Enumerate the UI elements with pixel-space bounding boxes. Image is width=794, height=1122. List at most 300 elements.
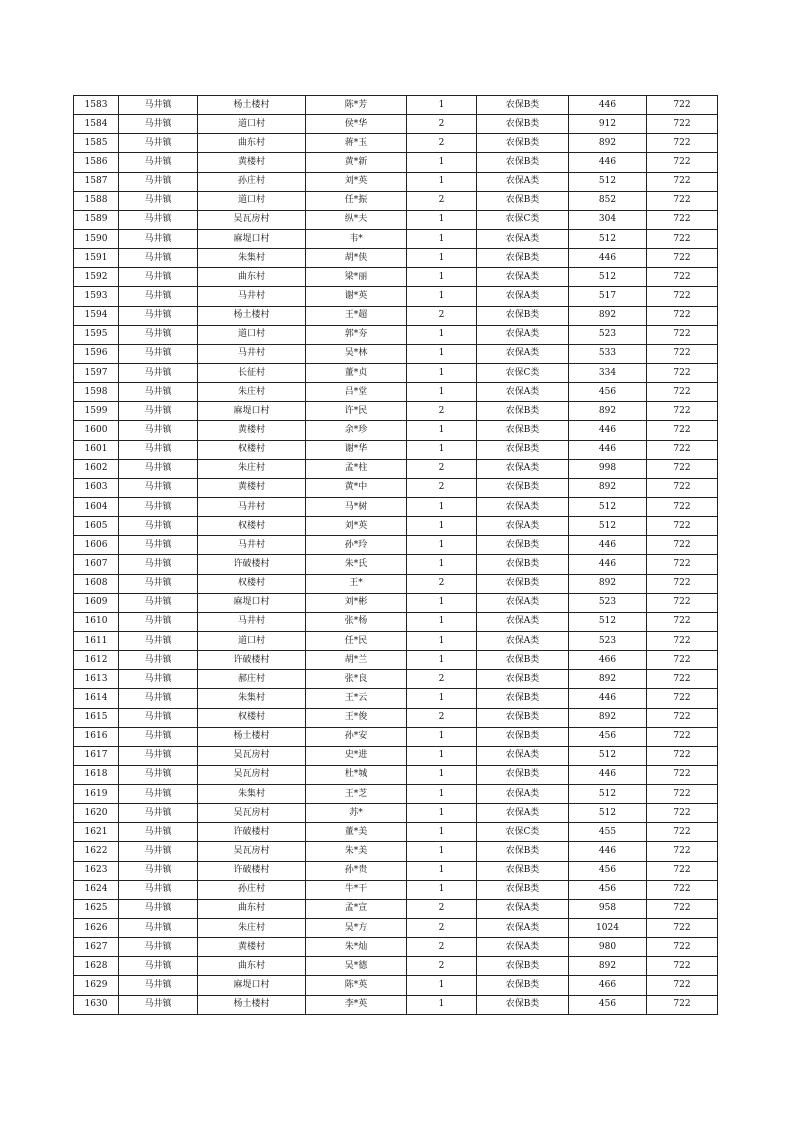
town-cell: 马井镇	[119, 497, 198, 516]
category-cell: 农保A类	[477, 593, 569, 612]
amount-cell: 304	[569, 210, 647, 229]
amount-cell: 466	[569, 976, 647, 995]
name-cell: 孟*宣	[306, 899, 407, 918]
count-cell: 2	[407, 919, 477, 938]
village-cell: 道口村	[198, 115, 306, 134]
village-cell: 权楼村	[198, 574, 306, 593]
table-row	[74, 919, 718, 938]
name-cell: 谢*华	[306, 440, 407, 459]
village-cell: 道口村	[198, 631, 306, 650]
amount-cell: 446	[569, 153, 647, 172]
count-cell: 2	[407, 478, 477, 497]
standard-cell: 722	[647, 880, 718, 899]
amount-cell: 446	[569, 765, 647, 784]
town-cell: 马井镇	[119, 210, 198, 229]
count-cell: 1	[407, 976, 477, 995]
village-cell: 许破楼村	[198, 823, 306, 842]
standard-cell: 722	[647, 957, 718, 976]
village-cell: 马井村	[198, 344, 306, 363]
town-cell: 马井镇	[119, 440, 198, 459]
name-cell: 刘*英	[306, 517, 407, 536]
standard-cell: 722	[647, 804, 718, 823]
table-row	[74, 880, 718, 899]
name-cell: 王*俊	[306, 708, 407, 727]
category-cell: 农保B类	[477, 96, 569, 115]
row-number: 1626	[74, 919, 119, 938]
count-cell: 1	[407, 804, 477, 823]
standard-cell: 722	[647, 995, 718, 1014]
table-row	[74, 708, 718, 727]
town-cell: 马井镇	[119, 96, 198, 115]
document-page	[73, 95, 717, 1015]
village-cell: 郝庄村	[198, 670, 306, 689]
count-cell: 1	[407, 229, 477, 248]
amount-cell: 892	[569, 670, 647, 689]
town-cell: 马井镇	[119, 268, 198, 287]
name-cell: 吴*德	[306, 957, 407, 976]
village-cell: 黄楼村	[198, 938, 306, 957]
table-row	[74, 574, 718, 593]
row-number: 1590	[74, 229, 119, 248]
count-cell: 1	[407, 210, 477, 229]
category-cell: 农保B类	[477, 440, 569, 459]
name-cell: 谢*英	[306, 287, 407, 306]
count-cell: 1	[407, 536, 477, 555]
standard-cell: 722	[647, 574, 718, 593]
count-cell: 1	[407, 268, 477, 287]
table-row	[74, 383, 718, 402]
name-cell: 吕*堂	[306, 383, 407, 402]
name-cell: 朱*氏	[306, 555, 407, 574]
town-cell: 马井镇	[119, 363, 198, 382]
row-number: 1630	[74, 995, 119, 1014]
town-cell: 马井镇	[119, 689, 198, 708]
name-cell: 蒋*玉	[306, 134, 407, 153]
count-cell: 1	[407, 325, 477, 344]
standard-cell: 722	[647, 115, 718, 134]
amount-cell: 892	[569, 957, 647, 976]
category-cell: 农保A类	[477, 746, 569, 765]
amount-cell: 512	[569, 804, 647, 823]
amount-cell: 512	[569, 229, 647, 248]
table-row	[74, 344, 718, 363]
count-cell: 1	[407, 287, 477, 306]
name-cell: 董*美	[306, 823, 407, 842]
village-cell: 黄楼村	[198, 153, 306, 172]
category-cell: 农保A类	[477, 344, 569, 363]
village-cell: 曲东村	[198, 268, 306, 287]
village-cell: 道口村	[198, 191, 306, 210]
table-row	[74, 497, 718, 516]
town-cell: 马井镇	[119, 785, 198, 804]
name-cell: 梁*丽	[306, 268, 407, 287]
name-cell: 王*云	[306, 689, 407, 708]
row-number: 1595	[74, 325, 119, 344]
category-cell: 农保B类	[477, 306, 569, 325]
category-cell: 农保A类	[477, 938, 569, 957]
village-cell: 许破楼村	[198, 555, 306, 574]
town-cell: 马井镇	[119, 306, 198, 325]
table-row	[74, 689, 718, 708]
town-cell: 马井镇	[119, 536, 198, 555]
amount-cell: 446	[569, 555, 647, 574]
village-cell: 马井村	[198, 536, 306, 555]
name-cell: 杜*城	[306, 765, 407, 784]
table-row	[74, 363, 718, 382]
row-number: 1627	[74, 938, 119, 957]
name-cell: 孙*安	[306, 727, 407, 746]
category-cell: 农保B类	[477, 574, 569, 593]
table-row	[74, 229, 718, 248]
town-cell: 马井镇	[119, 287, 198, 306]
count-cell: 2	[407, 134, 477, 153]
name-cell: 李*英	[306, 995, 407, 1014]
category-cell: 农保B类	[477, 153, 569, 172]
village-cell: 麻堤口村	[198, 402, 306, 421]
standard-cell: 722	[647, 555, 718, 574]
standard-cell: 722	[647, 229, 718, 248]
village-cell: 杨土楼村	[198, 306, 306, 325]
table-row	[74, 899, 718, 918]
table-row	[74, 804, 718, 823]
town-cell: 马井镇	[119, 651, 198, 670]
table-row	[74, 651, 718, 670]
table-row	[74, 995, 718, 1014]
table-row	[74, 746, 718, 765]
table-row	[74, 440, 718, 459]
standard-cell: 722	[647, 670, 718, 689]
town-cell: 马井镇	[119, 402, 198, 421]
table-row	[74, 957, 718, 976]
village-cell: 朱集村	[198, 249, 306, 268]
name-cell: 陈*英	[306, 976, 407, 995]
town-cell: 马井镇	[119, 344, 198, 363]
row-number: 1593	[74, 287, 119, 306]
category-cell: 农保B类	[477, 555, 569, 574]
town-cell: 马井镇	[119, 842, 198, 861]
amount-cell: 892	[569, 402, 647, 421]
town-cell: 马井镇	[119, 899, 198, 918]
town-cell: 马井镇	[119, 555, 198, 574]
count-cell: 2	[407, 899, 477, 918]
name-cell: 任*振	[306, 191, 407, 210]
amount-cell: 456	[569, 383, 647, 402]
village-cell: 马井村	[198, 497, 306, 516]
standard-cell: 722	[647, 402, 718, 421]
amount-cell: 466	[569, 651, 647, 670]
table-row	[74, 670, 718, 689]
village-cell: 许破楼村	[198, 651, 306, 670]
standard-cell: 722	[647, 631, 718, 650]
row-number: 1616	[74, 727, 119, 746]
row-number: 1583	[74, 96, 119, 115]
row-number: 1609	[74, 593, 119, 612]
name-cell: 王*	[306, 574, 407, 593]
standard-cell: 722	[647, 459, 718, 478]
town-cell: 马井镇	[119, 938, 198, 957]
name-cell: 侯*华	[306, 115, 407, 134]
count-cell: 1	[407, 995, 477, 1014]
town-cell: 马井镇	[119, 574, 198, 593]
count-cell: 1	[407, 861, 477, 880]
count-cell: 1	[407, 651, 477, 670]
category-cell: 农保B类	[477, 249, 569, 268]
village-cell: 杨土楼村	[198, 995, 306, 1014]
name-cell: 朱*灿	[306, 938, 407, 957]
name-cell: 余*珍	[306, 421, 407, 440]
standard-cell: 722	[647, 383, 718, 402]
town-cell: 马井镇	[119, 115, 198, 134]
amount-cell: 512	[569, 517, 647, 536]
town-cell: 马井镇	[119, 631, 198, 650]
amount-cell: 892	[569, 478, 647, 497]
standard-cell: 722	[647, 785, 718, 804]
table-row	[74, 536, 718, 555]
name-cell: 孙*玲	[306, 536, 407, 555]
village-cell: 道口村	[198, 325, 306, 344]
standard-cell: 722	[647, 919, 718, 938]
row-number: 1617	[74, 746, 119, 765]
table-row	[74, 478, 718, 497]
table-row	[74, 210, 718, 229]
name-cell: 张*杨	[306, 612, 407, 631]
row-number: 1604	[74, 497, 119, 516]
amount-cell: 512	[569, 746, 647, 765]
count-cell: 1	[407, 363, 477, 382]
category-cell: 农保A类	[477, 287, 569, 306]
village-cell: 吴瓦房村	[198, 765, 306, 784]
town-cell: 马井镇	[119, 229, 198, 248]
row-number: 1623	[74, 861, 119, 880]
standard-cell: 722	[647, 727, 718, 746]
table-row	[74, 115, 718, 134]
town-cell: 马井镇	[119, 919, 198, 938]
amount-cell: 446	[569, 536, 647, 555]
amount-cell: 455	[569, 823, 647, 842]
count-cell: 1	[407, 765, 477, 784]
name-cell: 王*超	[306, 306, 407, 325]
standard-cell: 722	[647, 249, 718, 268]
amount-cell: 1024	[569, 919, 647, 938]
standard-cell: 722	[647, 306, 718, 325]
row-number: 1584	[74, 115, 119, 134]
amount-cell: 892	[569, 574, 647, 593]
table-row	[74, 785, 718, 804]
standard-cell: 722	[647, 842, 718, 861]
village-cell: 朱集村	[198, 689, 306, 708]
name-cell: 任*民	[306, 631, 407, 650]
count-cell: 1	[407, 153, 477, 172]
name-cell: 张*良	[306, 670, 407, 689]
category-cell: 农保A类	[477, 383, 569, 402]
row-number: 1610	[74, 612, 119, 631]
category-cell: 农保A类	[477, 517, 569, 536]
table-row	[74, 842, 718, 861]
count-cell: 1	[407, 746, 477, 765]
table-row	[74, 402, 718, 421]
row-number: 1605	[74, 517, 119, 536]
village-cell: 黄楼村	[198, 421, 306, 440]
amount-cell: 512	[569, 612, 647, 631]
name-cell: 黄*新	[306, 153, 407, 172]
name-cell: 胡*兰	[306, 651, 407, 670]
standard-cell: 722	[647, 325, 718, 344]
category-cell: 农保B类	[477, 421, 569, 440]
row-number: 1591	[74, 249, 119, 268]
table-row	[74, 421, 718, 440]
category-cell: 农保A类	[477, 919, 569, 938]
town-cell: 马井镇	[119, 746, 198, 765]
category-cell: 农保B类	[477, 880, 569, 899]
count-cell: 2	[407, 574, 477, 593]
count-cell: 1	[407, 172, 477, 191]
village-cell: 权楼村	[198, 708, 306, 727]
count-cell: 1	[407, 785, 477, 804]
count-cell: 2	[407, 708, 477, 727]
category-cell: 农保C类	[477, 210, 569, 229]
count-cell: 1	[407, 555, 477, 574]
town-cell: 马井镇	[119, 880, 198, 899]
row-number: 1629	[74, 976, 119, 995]
town-cell: 马井镇	[119, 708, 198, 727]
town-cell: 马井镇	[119, 957, 198, 976]
category-cell: 农保A类	[477, 268, 569, 287]
count-cell: 1	[407, 823, 477, 842]
standard-cell: 722	[647, 861, 718, 880]
count-cell: 1	[407, 689, 477, 708]
category-cell: 农保A类	[477, 631, 569, 650]
category-cell: 农保C类	[477, 823, 569, 842]
amount-cell: 512	[569, 172, 647, 191]
village-cell: 吴瓦房村	[198, 746, 306, 765]
count-cell: 1	[407, 842, 477, 861]
village-cell: 马井村	[198, 612, 306, 631]
village-cell: 麻堤口村	[198, 229, 306, 248]
amount-cell: 512	[569, 497, 647, 516]
amount-cell: 446	[569, 689, 647, 708]
row-number: 1603	[74, 478, 119, 497]
town-cell: 马井镇	[119, 995, 198, 1014]
row-number: 1619	[74, 785, 119, 804]
table-row	[74, 96, 718, 115]
name-cell: 郭*夯	[306, 325, 407, 344]
category-cell: 农保B类	[477, 191, 569, 210]
name-cell: 孙*贵	[306, 861, 407, 880]
village-cell: 吴瓦房村	[198, 842, 306, 861]
town-cell: 马井镇	[119, 383, 198, 402]
amount-cell: 446	[569, 440, 647, 459]
town-cell: 马井镇	[119, 153, 198, 172]
name-cell: 胡*侠	[306, 249, 407, 268]
row-number: 1621	[74, 823, 119, 842]
name-cell: 许*民	[306, 402, 407, 421]
town-cell: 马井镇	[119, 421, 198, 440]
row-number: 1618	[74, 765, 119, 784]
row-number: 1614	[74, 689, 119, 708]
category-cell: 农保B类	[477, 976, 569, 995]
amount-cell: 533	[569, 344, 647, 363]
table-row	[74, 153, 718, 172]
category-cell: 农保B类	[477, 670, 569, 689]
table-row	[74, 191, 718, 210]
standard-cell: 722	[647, 823, 718, 842]
row-number: 1611	[74, 631, 119, 650]
category-cell: 农保A类	[477, 612, 569, 631]
count-cell: 1	[407, 383, 477, 402]
village-cell: 曲东村	[198, 957, 306, 976]
town-cell: 马井镇	[119, 325, 198, 344]
category-cell: 农保B类	[477, 995, 569, 1014]
row-number: 1602	[74, 459, 119, 478]
row-number: 1612	[74, 651, 119, 670]
row-number: 1622	[74, 842, 119, 861]
standard-cell: 722	[647, 746, 718, 765]
table-row	[74, 555, 718, 574]
village-cell: 长征村	[198, 363, 306, 382]
town-cell: 马井镇	[119, 249, 198, 268]
amount-cell: 456	[569, 880, 647, 899]
count-cell: 2	[407, 115, 477, 134]
village-cell: 朱庄村	[198, 919, 306, 938]
table-row	[74, 287, 718, 306]
count-cell: 2	[407, 191, 477, 210]
count-cell: 1	[407, 612, 477, 631]
count-cell: 2	[407, 459, 477, 478]
town-cell: 马井镇	[119, 134, 198, 153]
category-cell: 农保A类	[477, 785, 569, 804]
table-row	[74, 249, 718, 268]
row-number: 1625	[74, 899, 119, 918]
subsidy-table	[73, 95, 718, 1015]
amount-cell: 456	[569, 995, 647, 1014]
count-cell: 1	[407, 440, 477, 459]
village-cell: 黄楼村	[198, 478, 306, 497]
count-cell: 1	[407, 631, 477, 650]
village-cell: 吴瓦房村	[198, 210, 306, 229]
standard-cell: 722	[647, 210, 718, 229]
amount-cell: 446	[569, 96, 647, 115]
village-cell: 麻堤口村	[198, 593, 306, 612]
name-cell: 刘*英	[306, 172, 407, 191]
category-cell: 农保A类	[477, 172, 569, 191]
category-cell: 农保A类	[477, 459, 569, 478]
row-number: 1598	[74, 383, 119, 402]
row-number: 1597	[74, 363, 119, 382]
category-cell: 农保A类	[477, 497, 569, 516]
count-cell: 1	[407, 517, 477, 536]
row-number: 1613	[74, 670, 119, 689]
row-number: 1585	[74, 134, 119, 153]
standard-cell: 722	[647, 440, 718, 459]
category-cell: 农保B类	[477, 727, 569, 746]
category-cell: 农保A类	[477, 899, 569, 918]
count-cell: 2	[407, 402, 477, 421]
name-cell: 吴*方	[306, 919, 407, 938]
count-cell: 1	[407, 593, 477, 612]
village-cell: 曲东村	[198, 134, 306, 153]
category-cell: 农保B类	[477, 765, 569, 784]
count-cell: 2	[407, 306, 477, 325]
count-cell: 1	[407, 344, 477, 363]
standard-cell: 722	[647, 478, 718, 497]
village-cell: 许破楼村	[198, 861, 306, 880]
standard-cell: 722	[647, 517, 718, 536]
amount-cell: 517	[569, 287, 647, 306]
count-cell: 1	[407, 96, 477, 115]
amount-cell: 446	[569, 421, 647, 440]
name-cell: 韦*	[306, 229, 407, 248]
row-number: 1620	[74, 804, 119, 823]
